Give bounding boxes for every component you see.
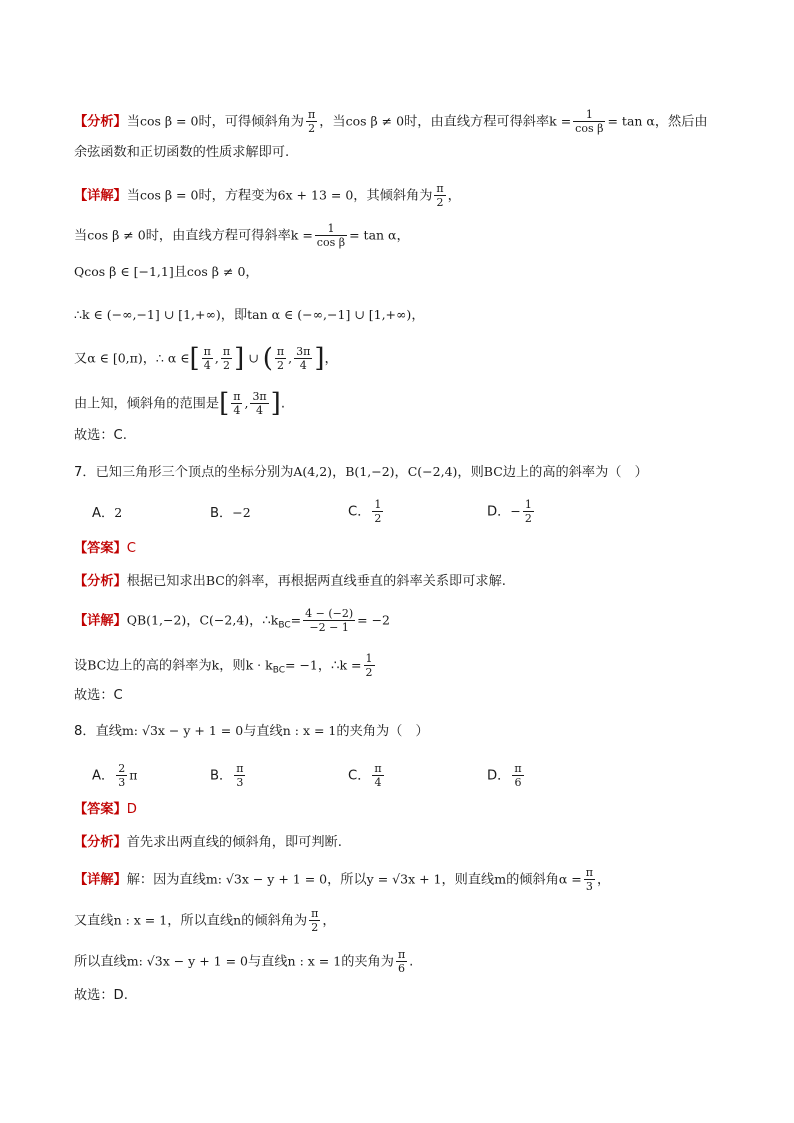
q7-detail-line1: 【详解】QB(1,−2)，C(−2,4)，$\therefore k_{BC}=$ $\frac{4 - (-2)}{-2 - 1}$ = −2 (74, 607, 390, 634)
p6-detail-line6: 由上知，倾斜角的范围是[ $\frac{\pi}{4}$ , $\frac{3\pi}{4}$ ]. (74, 388, 286, 419)
fraction: $\frac{\pi}{2}$ (222, 345, 231, 372)
detail-tag: 【详解】 (74, 188, 127, 204)
fraction: $\frac{\pi}{2}$ (436, 182, 444, 209)
q8-stem: 8．直线m: √3x − y + 1 = 0与直线n : x = 1的夹角为（ ） (74, 723, 429, 739)
q7-answer: 【答案】C (74, 541, 136, 556)
q8-answer: 【答案】D (74, 802, 137, 817)
q8-analysis: 【分析】首先求出两直线的倾斜角，即可判断. (74, 835, 342, 850)
q7-option-a[interactable]: A．2 (92, 505, 123, 521)
p6-select: 故选：C. (74, 428, 127, 443)
p6-detail-line4: ∴k ∈ (−∞,−1] ∪ [1,+∞)，即tan α ∈ (−∞,−1] ∪ [1,+∞)， (74, 307, 425, 323)
fraction: $\frac{1}{\text{cos β}}$ (316, 222, 346, 249)
q7-options (0, 498, 794, 530)
q7-stem: 7．已知三角形三个顶点的坐标分别为A(4,2)，B(1,−2)，C(−2,4)，则BC边上的高的斜率为（ ） (74, 464, 648, 480)
q8-detail-line3: 所以直线m: √3x − y + 1 = 0与直线n : x = 1的夹角为 $\frac{\pi}{6}$ . (74, 948, 414, 975)
q8-detail-line1: 【详解】解：因为直线m: √3x − y + 1 = 0，所以y = √3x + 1，则直线m的倾斜角α = $\frac{\pi}{3}$ ， (74, 866, 611, 893)
fraction: $\frac{\pi}{2}$ (276, 345, 285, 372)
q8-option-c[interactable]: C． $\frac{\pi}{4}$ (348, 762, 382, 789)
p6-analysis-line1: 【分析】当cos β = 0时，可得倾斜角为 $\frac{\pi}{2}$ ，当cos β ≠ 0时，由直线方程可得斜率k = $\frac{1}{\text{cos β}}$ = tan α，然后由 (74, 108, 708, 135)
p6-detail-line2: 当cos β ≠ 0时，由直线方程可得斜率k = $\frac{1}{\text{cos β}}$ = tan α， (74, 222, 410, 249)
analysis-tag: 【分析】 (74, 114, 127, 130)
q8-detail-line2: 又直线n : x = 1，所以直线n的倾斜角为 $\frac{\pi}{2}$ ， (74, 907, 336, 934)
q7-detail-line2: 设BC边上的高的斜率为k，则$k \cdot k_{BC}= -1$，∴k = $\frac{1}{2}$ (74, 652, 373, 679)
fraction: $\frac{\pi}{4}$ (233, 390, 241, 417)
fraction: $\frac{\pi}{4}$ (203, 345, 211, 372)
fraction: $\frac{1}{\text{cos β}}$ (575, 108, 604, 135)
q7-analysis: 【分析】根据已知求出BC的斜率，再根据两直线垂直的斜率关系即可求解. (74, 573, 506, 589)
fraction: $\frac{\pi}{2}$ (307, 108, 316, 135)
q7-option-c[interactable]: C． $\frac{1}{2}$ (348, 498, 382, 525)
p6-detail-line5: 又α ∈ [0,π)，∴ α ∈[ $\frac{\pi}{4}$ , $\frac{\pi}{2}$ ] ∪ ( $\frac{\pi}{2}$ , $\frac{3\pi}{4}$ ]， (74, 343, 338, 374)
q8-options (0, 762, 794, 792)
fraction: $\frac{3\pi}{4}$ (296, 345, 311, 372)
q7-option-b[interactable]: B．−2 (210, 505, 251, 521)
p6-detail-line3: Qcos β ∈ [−1,1]且cos β ≠ 0， (74, 264, 259, 280)
q8-select: 故选：D. (74, 988, 128, 1003)
q7-option-d[interactable]: D．− $\frac{1}{2}$ (487, 498, 532, 525)
p6-analysis-line2: 余弦函数和正切函数的性质求解即可. (74, 145, 290, 160)
fraction: $\frac{3\pi}{4}$ (252, 390, 267, 417)
q7-select: 故选：C (74, 688, 123, 703)
q8-option-b[interactable]: B． $\frac{\pi}{3}$ (210, 762, 244, 789)
p6-detail-line1: 【详解】当cos β = 0时，方程变为6x + 13 = 0，其倾斜角为 $\frac{\pi}{2}$ ， (74, 182, 461, 209)
q8-option-a[interactable]: A． $\frac{2}{3}$ π (92, 762, 138, 789)
q8-option-d[interactable]: D． $\frac{\pi}{6}$ (487, 762, 522, 789)
